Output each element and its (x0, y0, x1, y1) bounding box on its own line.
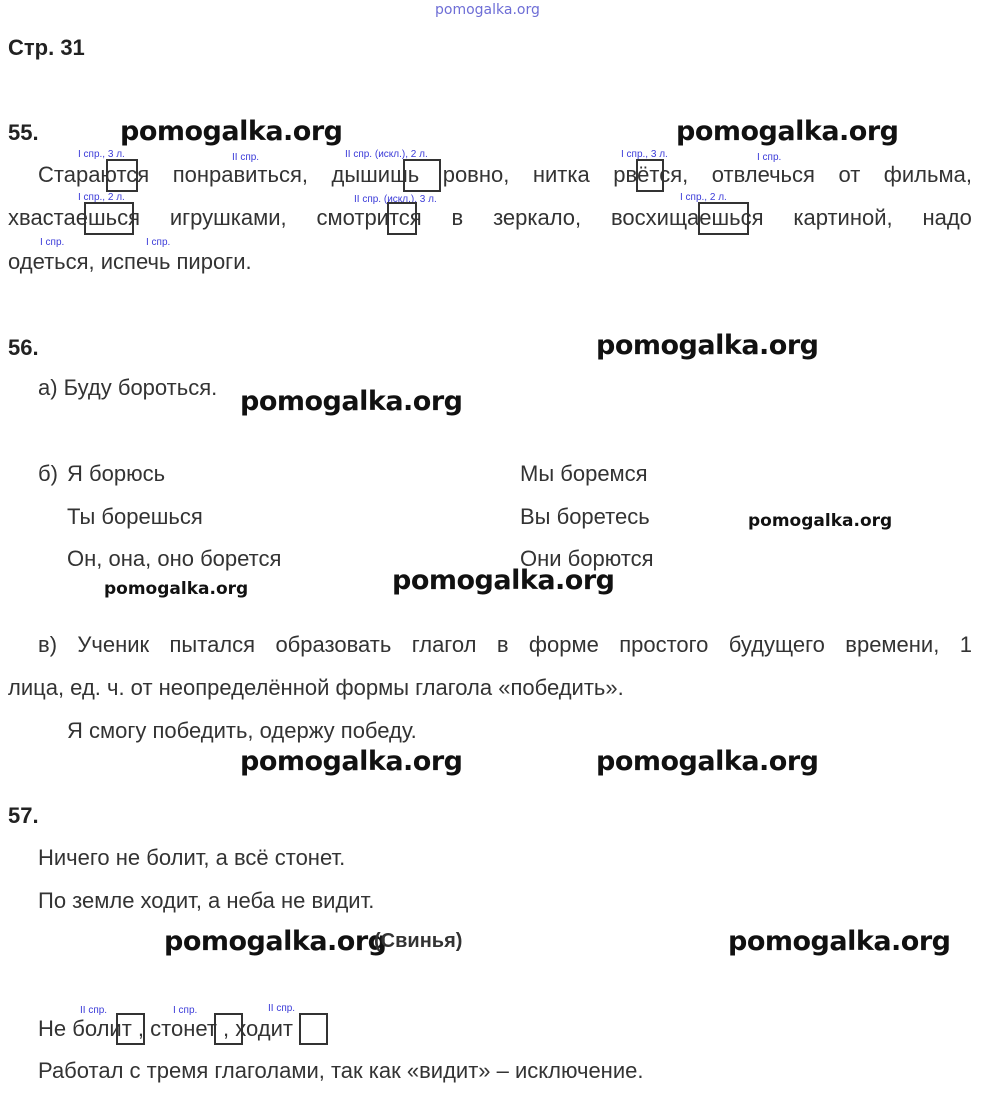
word: отвлечься (711, 162, 815, 187)
watermark: pomogalka.org (164, 926, 387, 957)
conjugation-note: II спр. (80, 1005, 108, 1016)
word: рвётся, (613, 162, 689, 187)
watermark: pomogalka.org (596, 746, 819, 777)
page-label: Стр. 31 (8, 35, 85, 60)
watermark: pomogalka.org (676, 116, 899, 147)
ending-box (116, 1013, 145, 1045)
riddle-line-1: Ничего не болит, а всё стонет. (38, 845, 346, 870)
exercise-56-number: 56. (8, 335, 39, 360)
conjugation-form: Ты борешься (67, 504, 203, 529)
conjugation-note: I спр. (146, 237, 171, 248)
ending-box (387, 202, 417, 235)
watermark-top: pomogalka.org (435, 2, 540, 18)
word: восхищаешься (610, 205, 764, 230)
conjugation-note: I спр., 3 л. (78, 149, 125, 160)
word: надо (922, 205, 972, 230)
word: пытался (169, 632, 256, 657)
ending-box (403, 159, 441, 192)
word: от (838, 162, 861, 187)
exercise-55-number: 55. (8, 120, 39, 145)
conjugation-form: Вы боретесь (520, 504, 650, 529)
exercise-56-part-c-line-3: Я смогу победить, одержу победу. (67, 718, 417, 743)
conjugation-note: I спр. (173, 1005, 198, 1016)
verbs-line: Не болит , стонет , ходит (38, 1016, 293, 1041)
exercise-56-part-a: а) Буду бороться. (38, 375, 218, 400)
ending-box (84, 202, 134, 235)
watermark: pomogalka.org (596, 330, 819, 361)
exercise-56-part-c-line-2: лица, ед. ч. от неопределённой формы глагола «победить». (8, 675, 624, 700)
word: образовать (275, 632, 392, 657)
word: будущего (728, 632, 825, 657)
conjugation-note: I спр., 3 л. (621, 149, 668, 160)
watermark: pomogalka.org (104, 579, 249, 599)
conjugation-form: Он, она, оно борется (67, 546, 282, 571)
ending-box (214, 1013, 243, 1045)
word: глагол (411, 632, 477, 657)
exercise-55-line-3: одеться, испечь пироги. (8, 249, 252, 274)
word: картиной, (793, 205, 893, 230)
ending-box (636, 159, 664, 192)
conjugation-note: II спр. (232, 152, 260, 163)
conjugation-note: I спр., 2 л. (78, 192, 125, 203)
word: понравиться, (172, 162, 308, 187)
conjugation-note: II спр. (искл.), 3 л. (354, 194, 437, 205)
word: Ученик (77, 632, 150, 657)
word: времени, (845, 632, 940, 657)
exercise-57-number: 57. (8, 803, 39, 828)
exercise-55-line-2 (8, 205, 972, 231)
riddle-line-2: По земле ходит, а неба не видит. (38, 888, 375, 913)
exercise-55-line-1 (38, 162, 972, 188)
conjugation-note: II спр. (268, 1003, 296, 1014)
conjugation-form: Мы боремся (520, 461, 648, 486)
word: зеркало, (493, 205, 582, 230)
word: 1 (959, 632, 972, 657)
word: игрушками, (169, 205, 287, 230)
ending-box (698, 202, 749, 235)
watermark: pomogalka.org (240, 746, 463, 777)
conjugation-note: I спр., 2 л. (680, 192, 727, 203)
ending-box (106, 159, 138, 192)
word: дышишь (331, 162, 420, 187)
exercise-56-part-b-label: б) (38, 461, 58, 486)
word: Стараются (38, 162, 150, 187)
word: в) (38, 632, 58, 657)
word: простого (619, 632, 709, 657)
watermark: pomogalka.org (748, 511, 893, 531)
word: фильма, (883, 162, 972, 187)
conjugation-form: Они борются (520, 546, 654, 571)
watermark: pomogalka.org (240, 386, 463, 417)
word: ровно, (442, 162, 510, 187)
conjugation-note: II спр. (искл.), 2 л. (345, 149, 428, 160)
word: форме (528, 632, 599, 657)
ending-box (299, 1013, 328, 1045)
conjugation-form: Я борюсь (67, 461, 166, 486)
word: хвастаешься (8, 205, 140, 230)
conclusion: Работал с тремя глаголами, так как «видит» – исключение. (38, 1058, 644, 1083)
watermark: pomogalka.org (392, 565, 615, 596)
word: в (451, 205, 464, 230)
word: нитка (532, 162, 590, 187)
conjugation-note: I спр. (757, 152, 782, 163)
conjugation-note: I спр. (40, 237, 65, 248)
riddle-answer: (Свинья) (374, 930, 463, 952)
word: смотрится (316, 205, 422, 230)
word: в (496, 632, 509, 657)
watermark: pomogalka.org (728, 926, 951, 957)
exercise-56-part-c-line-1 (38, 632, 972, 658)
watermark: pomogalka.org (120, 116, 343, 147)
